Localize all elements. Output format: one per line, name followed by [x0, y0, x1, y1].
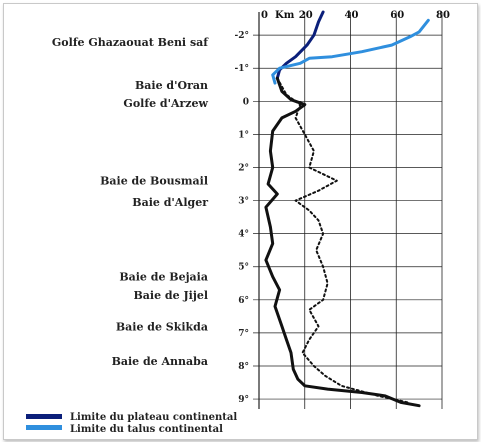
y-tick-label-3: 1° — [238, 130, 249, 141]
legend-label-talus: Limite du talus continental — [70, 424, 223, 435]
x-tick-label-40: 40 — [344, 10, 359, 21]
y-axis-ticks — [235, 31, 250, 405]
x-tick-label-60: 60 — [390, 10, 405, 21]
location-label-5: Baie de Bejaia — [119, 270, 208, 284]
location-label-3: Baie de Bousmail — [100, 174, 208, 188]
location-label-8: Baie de Annaba — [111, 355, 208, 369]
y-tick-label-8: 6° — [238, 295, 249, 306]
x-tick-label-20: 20 — [298, 10, 313, 21]
location-label-2: Golfe d'Arzew — [123, 96, 208, 110]
y-tick-label-5: 3° — [238, 196, 249, 207]
y-tick-label-2: 0 — [242, 97, 249, 108]
x-axis-ticks — [261, 10, 450, 21]
location-label-4: Baie d'Alger — [132, 196, 208, 210]
y-tick-label-6: 4° — [238, 229, 249, 240]
legend-label-plateau: Limite du plateau continental — [70, 412, 238, 423]
grid — [253, 12, 442, 409]
legend — [26, 412, 237, 435]
location-label-1: Baie d'Oran — [135, 78, 208, 92]
location-label-0: Golfe Ghazaouat Beni saf — [51, 35, 208, 49]
legend-swatch-talus — [26, 425, 62, 430]
y-tick-label-9: 7° — [238, 328, 249, 339]
y-tick-label-10: 8° — [238, 361, 249, 372]
x-axis-unit: Km — [275, 10, 295, 21]
coastal-shelf-chart — [4, 4, 477, 439]
x-tick-label-80: 80 — [436, 10, 450, 21]
y-tick-label-11: 9° — [238, 395, 249, 406]
figure-frame — [3, 3, 478, 440]
y-tick-label-7: 5° — [238, 262, 249, 273]
y-tick-label-4: 2° — [238, 163, 249, 174]
series-line-3 — [277, 78, 407, 402]
y-tick-label-0: -2° — [234, 31, 249, 42]
y-tick-label-1: -1° — [234, 64, 249, 75]
x-tick-label-0: 0 — [261, 10, 268, 21]
series-layer — [266, 12, 428, 406]
location-label-7: Baie de Skikda — [115, 320, 208, 334]
location-labels — [52, 36, 209, 368]
legend-swatch-plateau — [26, 414, 62, 419]
location-label-6: Baie de Jijel — [133, 288, 208, 302]
